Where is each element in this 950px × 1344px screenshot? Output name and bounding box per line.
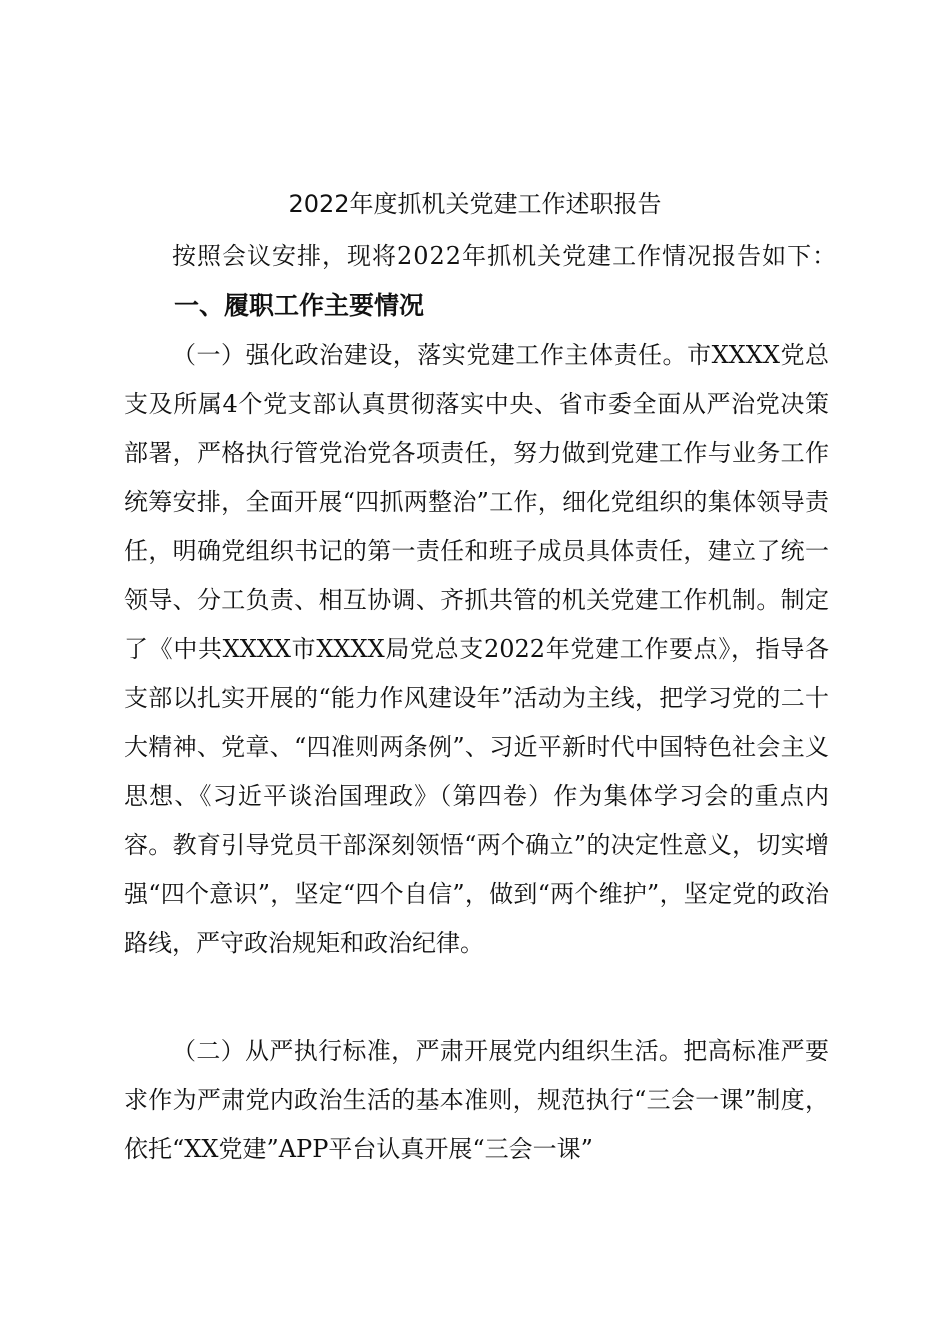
body-paragraph-1: （一）强化政治建设，落实党建工作主体责任。市XXXX党总支及所属4个党支部认真贯彻落实中央、省市委全面从严治党决策部署，严格执行管党治党各项责任，努力做到党建工作与业务工作统筹安排，全面开展“四抓两整治”工作，细化党组织的集体领导责任，明确党组织书记的第一责任和班子成员具体责任，建立了统一领导、分工负责、相互协调、齐抓共管的机关党建工作机制。制定了《中共XXXX市XXXX局党总支2022年党建工作要点》，指导各支部以扎实开展的“能力作风建设年”活动为主线，把学习党的二十大精神、党章、“四准则两条例”、习近平新时代中国特色社会主义思想、《习近平谈治国理政》（第四卷）作为集体学习会的重点内容。教育引导党员干部深刻领悟“两个确立”的决定性意义，切实增强“四个意识”，坚定“四个自信”，做到“两个维护”，坚定党的政治路线，严守政治规矩和政治纪律。 <box>124 341 829 957</box>
document-title: 2022年度抓机关党建工作述职报告 <box>288 190 662 218</box>
intro-sentence: 按照会议安排，现将2022年抓机关党建工作情况报告如下： <box>172 242 838 270</box>
body-paragraph-2: （二）从严执行标准，严肃开展党内组织生活。把高标准严要求作为严肃党内政治生活的基本准则，规范执行“三会一课”制度，依托“XX党建”APP平台认真开展“三会一课” <box>124 1037 829 1163</box>
section-heading: 一、履职工作主要情况 <box>174 291 425 320</box>
